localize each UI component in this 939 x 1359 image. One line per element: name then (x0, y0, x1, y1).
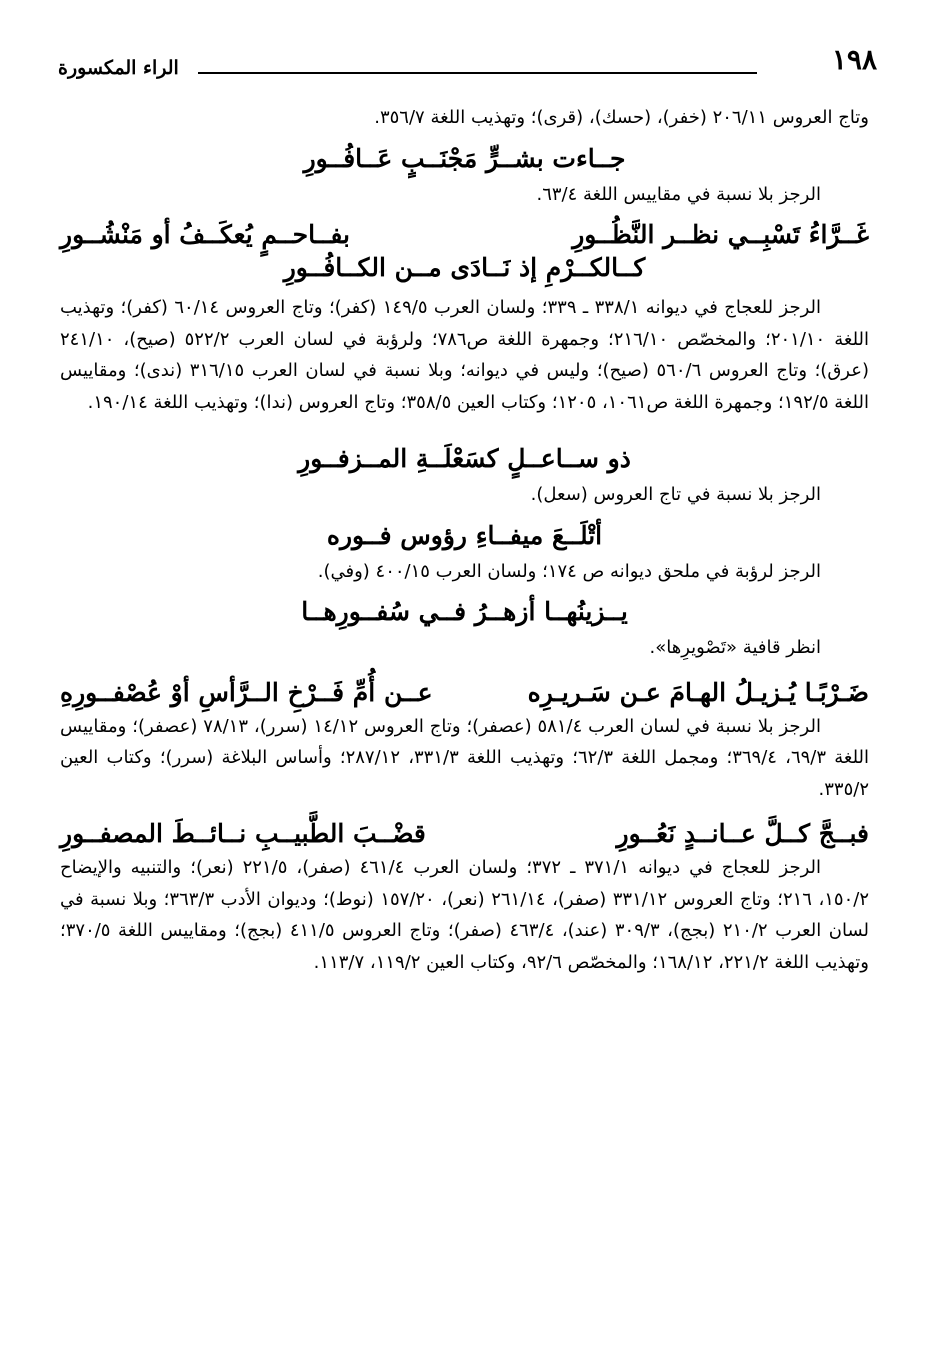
citation-paragraph: انظر قافية «تَصْويرِها». (649, 637, 821, 658)
verse-line: ذو ســاعــلٍ كسَعْلَــةِ المــزفــورِ (298, 444, 631, 473)
verse-hemistich-first: فبــجَّ كــلَّ عــانــدٍ نَعُــورِ (616, 819, 869, 848)
citation-paragraph: الرجز لرؤبة في ملحق ديوانه ص ١٧٤؛ ولسان العرب ٤٠٠/١٥ (وفي). (317, 560, 821, 582)
verse-line: جــاءت بشــرٍّ مَجْنَــبٍ عَــافُــورِ (303, 143, 626, 173)
page-body (60, 100, 869, 978)
verse-line: يــزينُهــا أزهــرُ فــي سُفــورِهــا (301, 597, 628, 626)
verse-couplet (60, 678, 869, 707)
running-header (58, 45, 877, 81)
citation-paragraph: الرجز بلا نسبة في لسان العرب ٥٨١/٤ (عصفر)؛ وتاج العروس ١٤/١٢ (سرر)، ٧٨/١٣ (عصفر)؛ ومقاييس اللغة ٦٩/٣، ٣٦٩/٤؛ ومجمل اللغة ٦٢/٣؛ وتهذيب اللغة ٣٣١/٣، ٢٨٧/١٢؛ وأساس البلاغة (سرر)؛ وكتاب العين ٣٣٥/٢. (60, 715, 870, 800)
verse-line: كــالكــرْمِ إذ نَــادَى مــن الكــافُــورِ (283, 253, 646, 282)
verse-hemistich-first: ضَـرْبًـا يُـزيـلُ الهـامَ عـن سَـريـرِه (527, 677, 869, 707)
verse-line: أتْلَــعَ ميفــاءِ رؤوس فــوره (326, 520, 603, 550)
citation-paragraph: الرجز للعجاج في ديوانه ٣٣٨/١ ـ ٣٣٩؛ ولسان العرب ١٤٩/٥ (كفر)؛ وتاج العروس ٦٠/١٤ (كفر)؛ وتهذيب اللغة ٢٠١/١٠؛ والمخصّص ٢١٦/١٠؛ وجمهرة اللغة ص٧٨٦؛ ولرؤبة في لسان العرب ٥٢٢/٢ (صيح)، ٢٤١/١٠ (عرق)؛ وتاج العروس ٥٦٠/٦ (صيح)؛ وليس في ديوانه؛ وبلا نسبة في لسان العرب ٣١٦/١٥ (ندى)؛ ومقاييس اللغة ١٩٢/٥؛ وجمهرة اللغة ص١٠٦١، ١٢٠٥؛ وكتاب العين ٣٥٨/٥؛ وتاج العروس (ندا)؛ وتهذيب اللغة ١٩٠/١٤. (60, 297, 870, 413)
citation-paragraph: الرجز بلا نسبة في تاج العروس (سعل). (530, 484, 821, 505)
citation-paragraph: وتاج العروس ٢٠٦/١١ (خفر)، (حسك)، (قرى)؛ وتهذيب اللغة ٣٥٦/٧. (374, 107, 869, 128)
section-title: الراء المكسورة (58, 57, 179, 79)
verse-couplet (60, 819, 869, 848)
verse-hemistich-second: بفــاحــمٍ يُعكَــفُ أو مَنْشُــورِ (60, 220, 350, 249)
verse-hemistich-first: غَــرَّاءُ تَسْبِــي نظــر النَّظُــورِ (572, 220, 869, 249)
citation-paragraph: الرجز بلا نسبة في مقاييس اللغة ٦٣/٤. (536, 183, 821, 205)
page-number: ١٩٨ (831, 43, 877, 76)
citation-paragraph: الرجز للعجاج في ديوانه ٣٧١/١ ـ ٣٧٢؛ ولسان العرب ٤٦١/٤ (صفر)، ٢٢١/٥ (نعر)؛ والتنبيه والإيضاح ١٥٠/٢، ٢١٦؛ وتاج العروس ٣٣١/١٢ (صفر)، ٢٦١/١٤ (نعر)، ١٥٧/٢٠ (نوط)؛ وديوان الأدب ٣٦٣/٣؛ وبلا نسبة في لسان العرب ٢١٠/٢ (بجج)، ٣٠٩/٣ (عند)، ٤٦٣/٤ (صفر)؛ وتاج العروس ٤١١/٥ (بجج)؛ ومقاييس اللغة ٣٧٠/٥؛ وتهذيب اللغة ٢٢١/٢، ١٦٨/١٢؛ والمخصّص ٩٢/٦، وكتاب العين ١١٩/٢، ١١٣/٧. (60, 857, 870, 973)
verse-couplet (60, 220, 869, 249)
verse-hemistich-second: عــن أُمِّ فَــرْخِ الــرَّأسِ أوْ عُصْفــورِهِ (60, 677, 433, 707)
verse-hemistich-second: قضْــبَ الطَّبيــبِ نــائــطَ المصفــورِ (60, 819, 426, 848)
header-rule (198, 72, 757, 74)
